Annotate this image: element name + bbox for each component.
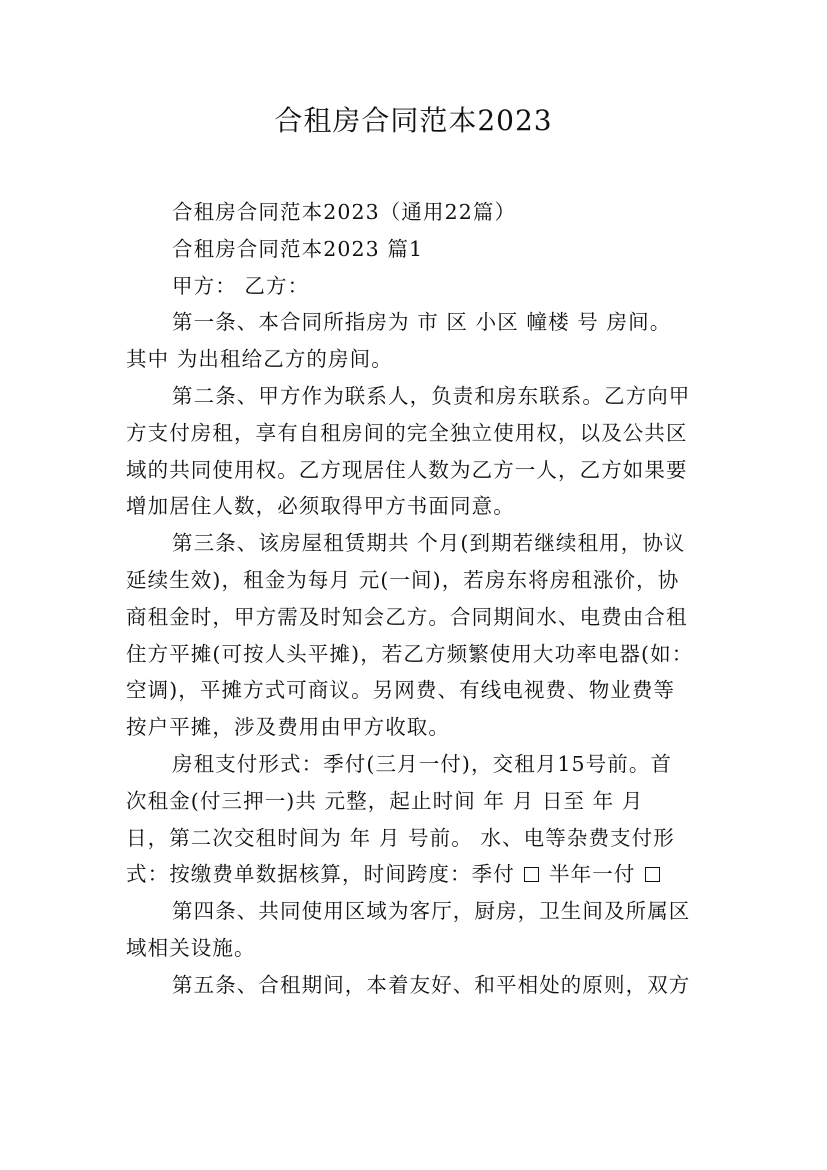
text-line: 方支付房租，享有自租房间的完全独立使用权，以及公共区	[126, 420, 688, 445]
text-line: 域相关设施。	[126, 935, 256, 960]
article-2	[126, 378, 716, 525]
parties-line: 甲方： 乙方：	[172, 273, 310, 298]
text-line: 第五条、合租期间，本着友好、和平相处的原则，双方	[172, 972, 691, 997]
text-line: 日，第二次交租时间为 年 月 号前。 水、电等杂费支付形	[126, 825, 675, 850]
text-line: 第二条、甲方作为联系人，负责和房东联系。乙方向甲	[172, 383, 691, 408]
article-1	[126, 304, 716, 378]
section-heading: 合租房合同范本2023 篇1	[172, 236, 424, 261]
rent-payment-section	[126, 746, 716, 893]
text-line: 第四条、共同使用区域为客厅，厨房，卫生间及所属区	[172, 899, 691, 924]
half-year-label: 半年一付	[549, 862, 636, 887]
text-line: 空调)，平摊方式可商议。另网费、有线电视费、物业费等	[126, 678, 676, 703]
document-title: 合租房合同范本2023	[274, 104, 553, 137]
text-line: 商租金时，甲方需及时知会乙方。合同期间水、电费由合租	[126, 604, 688, 629]
document-body	[126, 194, 716, 1004]
text-line: 次租金(付三押一)共 元整，起止时间 年 月 日至 年 月	[126, 788, 644, 813]
text-line: 延续生效)，租金为每月 元(一间)，若房东将房租涨价，协	[126, 567, 680, 592]
text-line: 第三条、该房屋租赁期共 个月(到期若继续租用，协议	[172, 531, 686, 556]
half-year-checkbox[interactable]	[645, 867, 660, 882]
text-line: 域的共同使用权。乙方现居住人数为乙方一人，乙方如果要	[126, 457, 688, 482]
text-line: 增加居住人数，必须取得甲方书面同意。	[126, 494, 515, 519]
text-line: 房租支付形式：季付(三月一付)，交租月15号前。首	[172, 751, 673, 776]
payment-cycle-prefix: 式：按缴费单数据核算，时间跨度：季付	[126, 862, 515, 887]
article-3	[126, 525, 716, 746]
text-line: 住方平摊(可按人头平摊)，若乙方频繁使用大功率电器(如：	[126, 641, 694, 666]
quarterly-checkbox[interactable]	[524, 867, 539, 882]
text-line	[126, 856, 716, 893]
subtitle-line: 合租房合同范本2023（通用22篇）	[172, 200, 517, 224]
article-5	[126, 967, 716, 1004]
article-4	[126, 893, 716, 967]
text-line: 第一条、本合同所指房为 市 区 小区 幢楼 号 房间。	[172, 310, 672, 335]
text-line: 其中 为出租给乙方的房间。	[126, 347, 393, 372]
text-line: 按户平摊，涉及费用由甲方收取。	[126, 715, 450, 740]
